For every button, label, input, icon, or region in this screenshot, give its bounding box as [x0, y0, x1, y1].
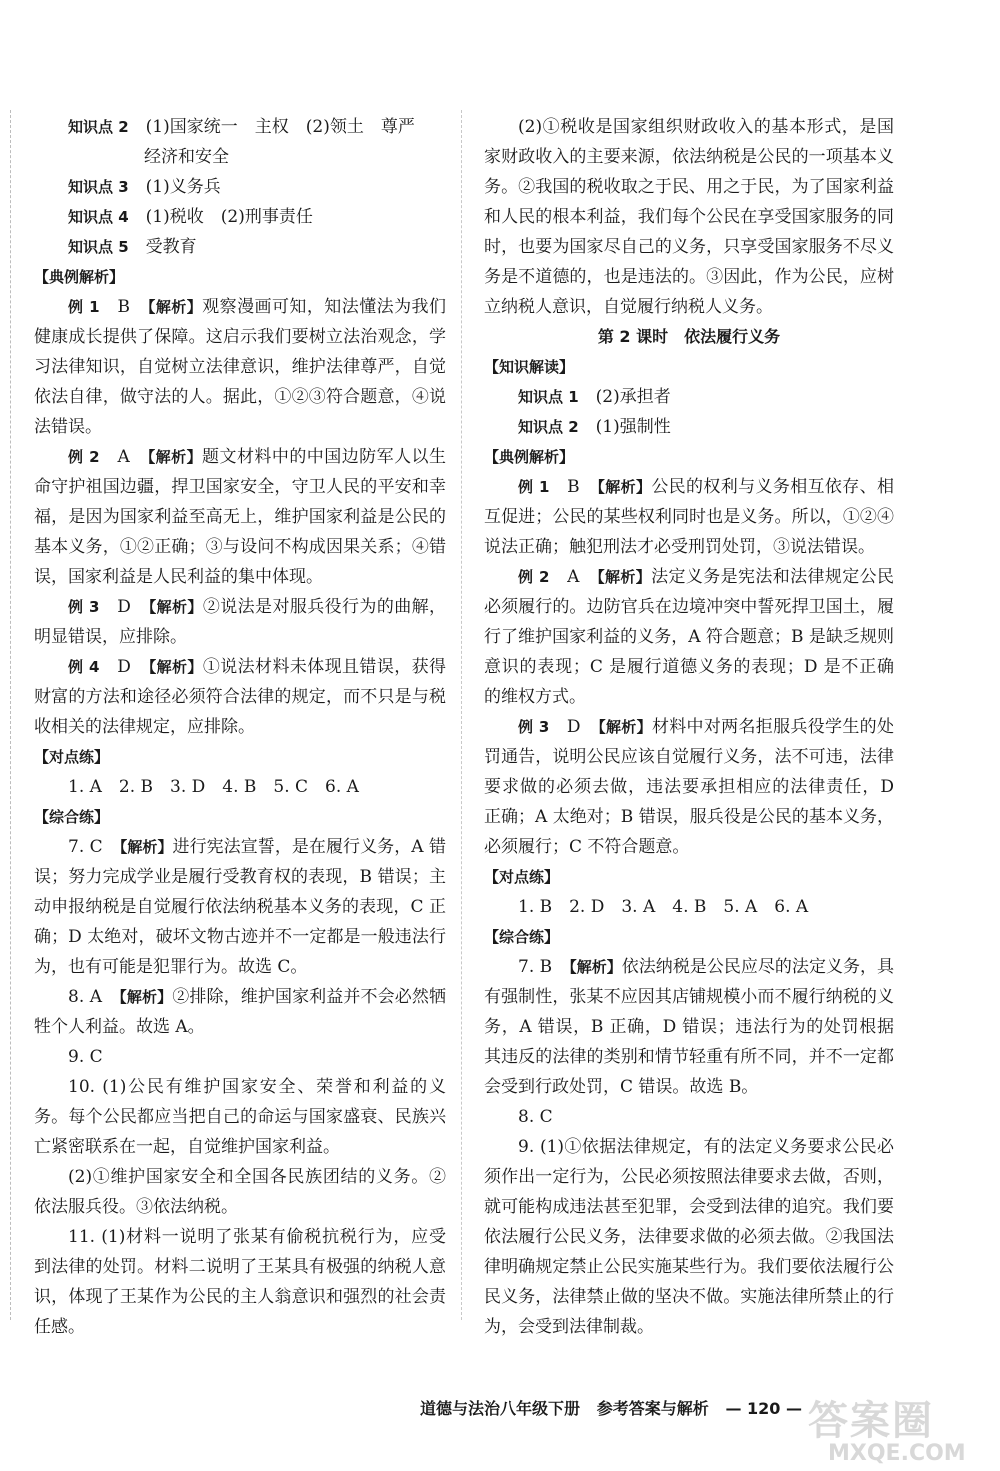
knowledge-point-3 — [34, 172, 446, 202]
kp-text: 受教育 — [145, 237, 197, 257]
example-4 — [34, 652, 446, 742]
example-label: 例 2 — [68, 448, 100, 466]
kp-text: (1)强制性 — [595, 417, 671, 437]
analysis-text: ①说法材料未体现且错误，获得财富的方法和途径必须符合法律的规定，而不只是与税收相关的法律规定，应排除。 — [34, 657, 447, 737]
example-label: 例 2 — [518, 568, 550, 586]
section-heading-examples: 【典例解析】 — [484, 448, 575, 466]
right-column — [484, 112, 894, 1342]
kp-label: 知识点 4 — [68, 208, 129, 226]
analysis-text: 公民的权利与义务相互依存、相互促进；公民的某些权利同时也是义务。所以，①②④说法正确；触犯刑法才必受刑罚处罚，③说法错误。 — [484, 477, 895, 557]
kp-label: 知识点 1 — [518, 388, 579, 406]
analysis-tag: 【解析】 — [569, 958, 622, 976]
knowledge-point-1 — [484, 382, 894, 412]
knowledge-point-2-cont: 经济和安全 — [144, 147, 229, 167]
section-title: 参考答案与解析 — [596, 1399, 709, 1418]
page-number: — 120 — — [725, 1399, 803, 1418]
analysis-text: 观察漫画可知，知法懂法为我们健康成长提供了保障。这启示我们要树立法治观念，学习法律知识，自觉树立法律意识，维护法律尊严，自觉依法自律，做守法的人。据此，①②③符合题意，④说法错误。 — [34, 297, 447, 437]
question-7 — [484, 952, 894, 1102]
question-label: 8. A — [68, 987, 103, 1007]
section-heading-practice: 【对点练】 — [484, 868, 560, 886]
question-9: 9. C — [68, 1047, 103, 1067]
kp-label: 知识点 3 — [68, 178, 129, 196]
kp-label: 知识点 2 — [68, 118, 129, 136]
practice-answers: 1. A 2. B 3. D 4. B 5. C 6. A — [68, 777, 359, 797]
analysis-text: 依法纳税是公民应尽的法定义务，具有强制性，张某不应因其店铺规模小而不履行纳税的义务，A 错误，B 正确，D 错误；违法行为的处罚根据其违反的法律的类别和情节轻重有所不同，并不一定都会受到行政处罚，C 错误。故选 B。 — [484, 957, 895, 1097]
example-answer: B — [117, 297, 130, 317]
lesson-title: 第 2 课时 依法履行义务 — [597, 327, 781, 346]
example-1 — [34, 292, 446, 442]
example-2 — [484, 562, 894, 712]
book-title: 道德与法治八年级下册 — [420, 1399, 581, 1418]
example-label: 例 4 — [68, 658, 100, 676]
analysis-tag: 【解析】 — [597, 478, 652, 496]
binding-margin-line — [10, 110, 11, 1320]
example-label: 例 3 — [68, 598, 100, 616]
example-answer: D — [117, 597, 131, 617]
page-footer — [420, 1396, 802, 1419]
question-7 — [34, 832, 446, 982]
practice-answers: 1. B 2. D 3. A 4. B 5. A 6. A — [518, 897, 809, 917]
section-heading-practice: 【对点练】 — [34, 748, 110, 766]
section-heading-comprehensive: 【综合练】 — [484, 928, 560, 946]
example-3 — [34, 592, 446, 652]
kp-text: (1)义务兵 — [145, 177, 221, 197]
knowledge-point-5 — [34, 232, 446, 262]
question-11-part-2: (2)①税收是国家组织财政收入的基本形式，是国家财政收入的主要来源，依法纳税是公民的一项基本义务。②我国的税收取之于民、用之于民，为了国家利益和人民的根本利益，我们每个公民在享受国家服务的同时，也要为国家尽自己的义务，只享受国家服务不尽义务是不道德的，也是违法的。③因此，作为公民，应树立纳税人意识，自觉履行纳税人义务。 — [484, 117, 894, 317]
example-answer: D — [117, 657, 131, 677]
column-divider — [461, 110, 462, 1320]
analysis-text: ②排除，维护国家利益并不会必然牺牲个人利益。故选 A。 — [34, 987, 447, 1037]
question-9-part-1: 9. (1)①依据法律规定，有的法定义务要求公民必须作出一定行为，公民必须按照法律要求去做，否则，就可能构成违法甚至犯罪，会受到法律的追究。我们要依法履行公民义务，法律要求做的必须去做。②我国法律明确规定禁止公民实施某些行为。我们要依法履行公民义务，法律禁止做的坚决不做。实施法律所禁止的行为，会受到法律制裁。 — [484, 1137, 894, 1337]
analysis-tag: 【解析】 — [148, 598, 203, 616]
section-heading-examples: 【典例解析】 — [34, 268, 125, 286]
analysis-tag: 【解析】 — [147, 448, 203, 466]
section-heading-knowledge: 【知识解读】 — [484, 358, 575, 376]
kp-text: (2)承担者 — [595, 387, 671, 407]
example-answer: D — [566, 717, 581, 737]
question-label: 7. C — [68, 837, 103, 857]
analysis-text: ②说法是对服兵役行为的曲解，明显错误，应排除。 — [34, 597, 447, 647]
question-label: 7. B — [518, 957, 553, 977]
example-3 — [484, 712, 894, 862]
question-11-part-1: 11. (1)材料一说明了张某有偷税抗税行为，应受到法律的处罚。材料二说明了王某具有极强的纳税人意识，体现了王某作为公民的主人翁意识和强烈的社会责任感。 — [34, 1227, 446, 1337]
example-2 — [34, 442, 446, 592]
kp-label: 知识点 5 — [68, 238, 129, 256]
watermark-logo — [808, 1400, 988, 1470]
question-8 — [34, 982, 446, 1042]
example-answer: B — [567, 477, 580, 497]
knowledge-point-2 — [34, 112, 446, 142]
knowledge-point-4 — [34, 202, 446, 232]
example-label: 例 1 — [518, 478, 550, 496]
analysis-tag: 【解析】 — [147, 298, 203, 316]
analysis-text: 题文材料中的中国边防军人以生命守护祖国边疆，捍卫国家安全，守卫人民的平安和幸福，是因为国家利益至高无上，维护国家利益是公民的基本义务，①②正确；③与设问不构成因果关系；④错误，国家利益是人民利益的集中体现。 — [34, 447, 446, 587]
analysis-text: 材料中对两名拒服兵役学生的处罚通告，说明公民应该自觉履行义务，法不可违，法律要求做的必须去做，违法要承担相应的法律责任，D 正确；A 太绝对；B 错误，服兵役是公民的基本义务，必须履行；C 不符合题意。 — [484, 717, 894, 857]
kp-text: (1)税收 (2)刑事责任 — [145, 207, 313, 227]
question-10-part-1: 10. (1)公民有维护国家安全、荣誉和利益的义务。每个公民都应当把自己的命运与国家盛衰、民族兴亡紧密联系在一起，自觉维护国家利益。 — [34, 1077, 446, 1157]
example-answer: A — [567, 567, 580, 587]
kp-text: (1)国家统一 主权 (2)领土 尊严 — [145, 117, 415, 137]
example-label: 例 1 — [68, 298, 100, 316]
question-10-part-2: (2)①维护国家安全和全国各民族团结的义务。②依法服兵役。③依法纳税。 — [34, 1167, 446, 1217]
question-8: 8. C — [518, 1107, 553, 1127]
analysis-tag: 【解析】 — [597, 568, 652, 586]
example-1 — [484, 472, 894, 562]
example-label: 例 3 — [518, 718, 550, 736]
analysis-text: 法定义务是宪法和法律规定公民必须履行的。边防官兵在边境冲突中誓死捍卫国土，履行了维护国家利益的义务，A 符合题意；B 是缺乏规则意识的表现；C 是履行道德义务的表现；D 是不正确的维权方式。 — [484, 567, 894, 707]
analysis-tag: 【解析】 — [598, 718, 652, 736]
analysis-tag: 【解析】 — [119, 988, 173, 1006]
watermark-top: 答案圈 — [808, 1398, 934, 1444]
section-heading-comprehensive: 【综合练】 — [34, 808, 110, 826]
kp-label: 知识点 2 — [518, 418, 579, 436]
example-answer: A — [117, 447, 130, 467]
analysis-tag: 【解析】 — [148, 658, 203, 676]
knowledge-point-2 — [484, 412, 894, 442]
left-column — [34, 112, 446, 1342]
analysis-text: 进行宪法宣誓，是在履行义务，A 错误；努力完成学业是履行受教育权的表现，B 错误；主动申报纳税是自觉履行依法纳税基本义务的表现，C 正确；D 太绝对，破坏文物古迹并不一定都是一般违法行为，也有可能是犯罪行为。故选 C。 — [34, 837, 446, 977]
watermark-bottom: MXQE.COM — [828, 1441, 966, 1466]
analysis-tag: 【解析】 — [119, 838, 173, 856]
